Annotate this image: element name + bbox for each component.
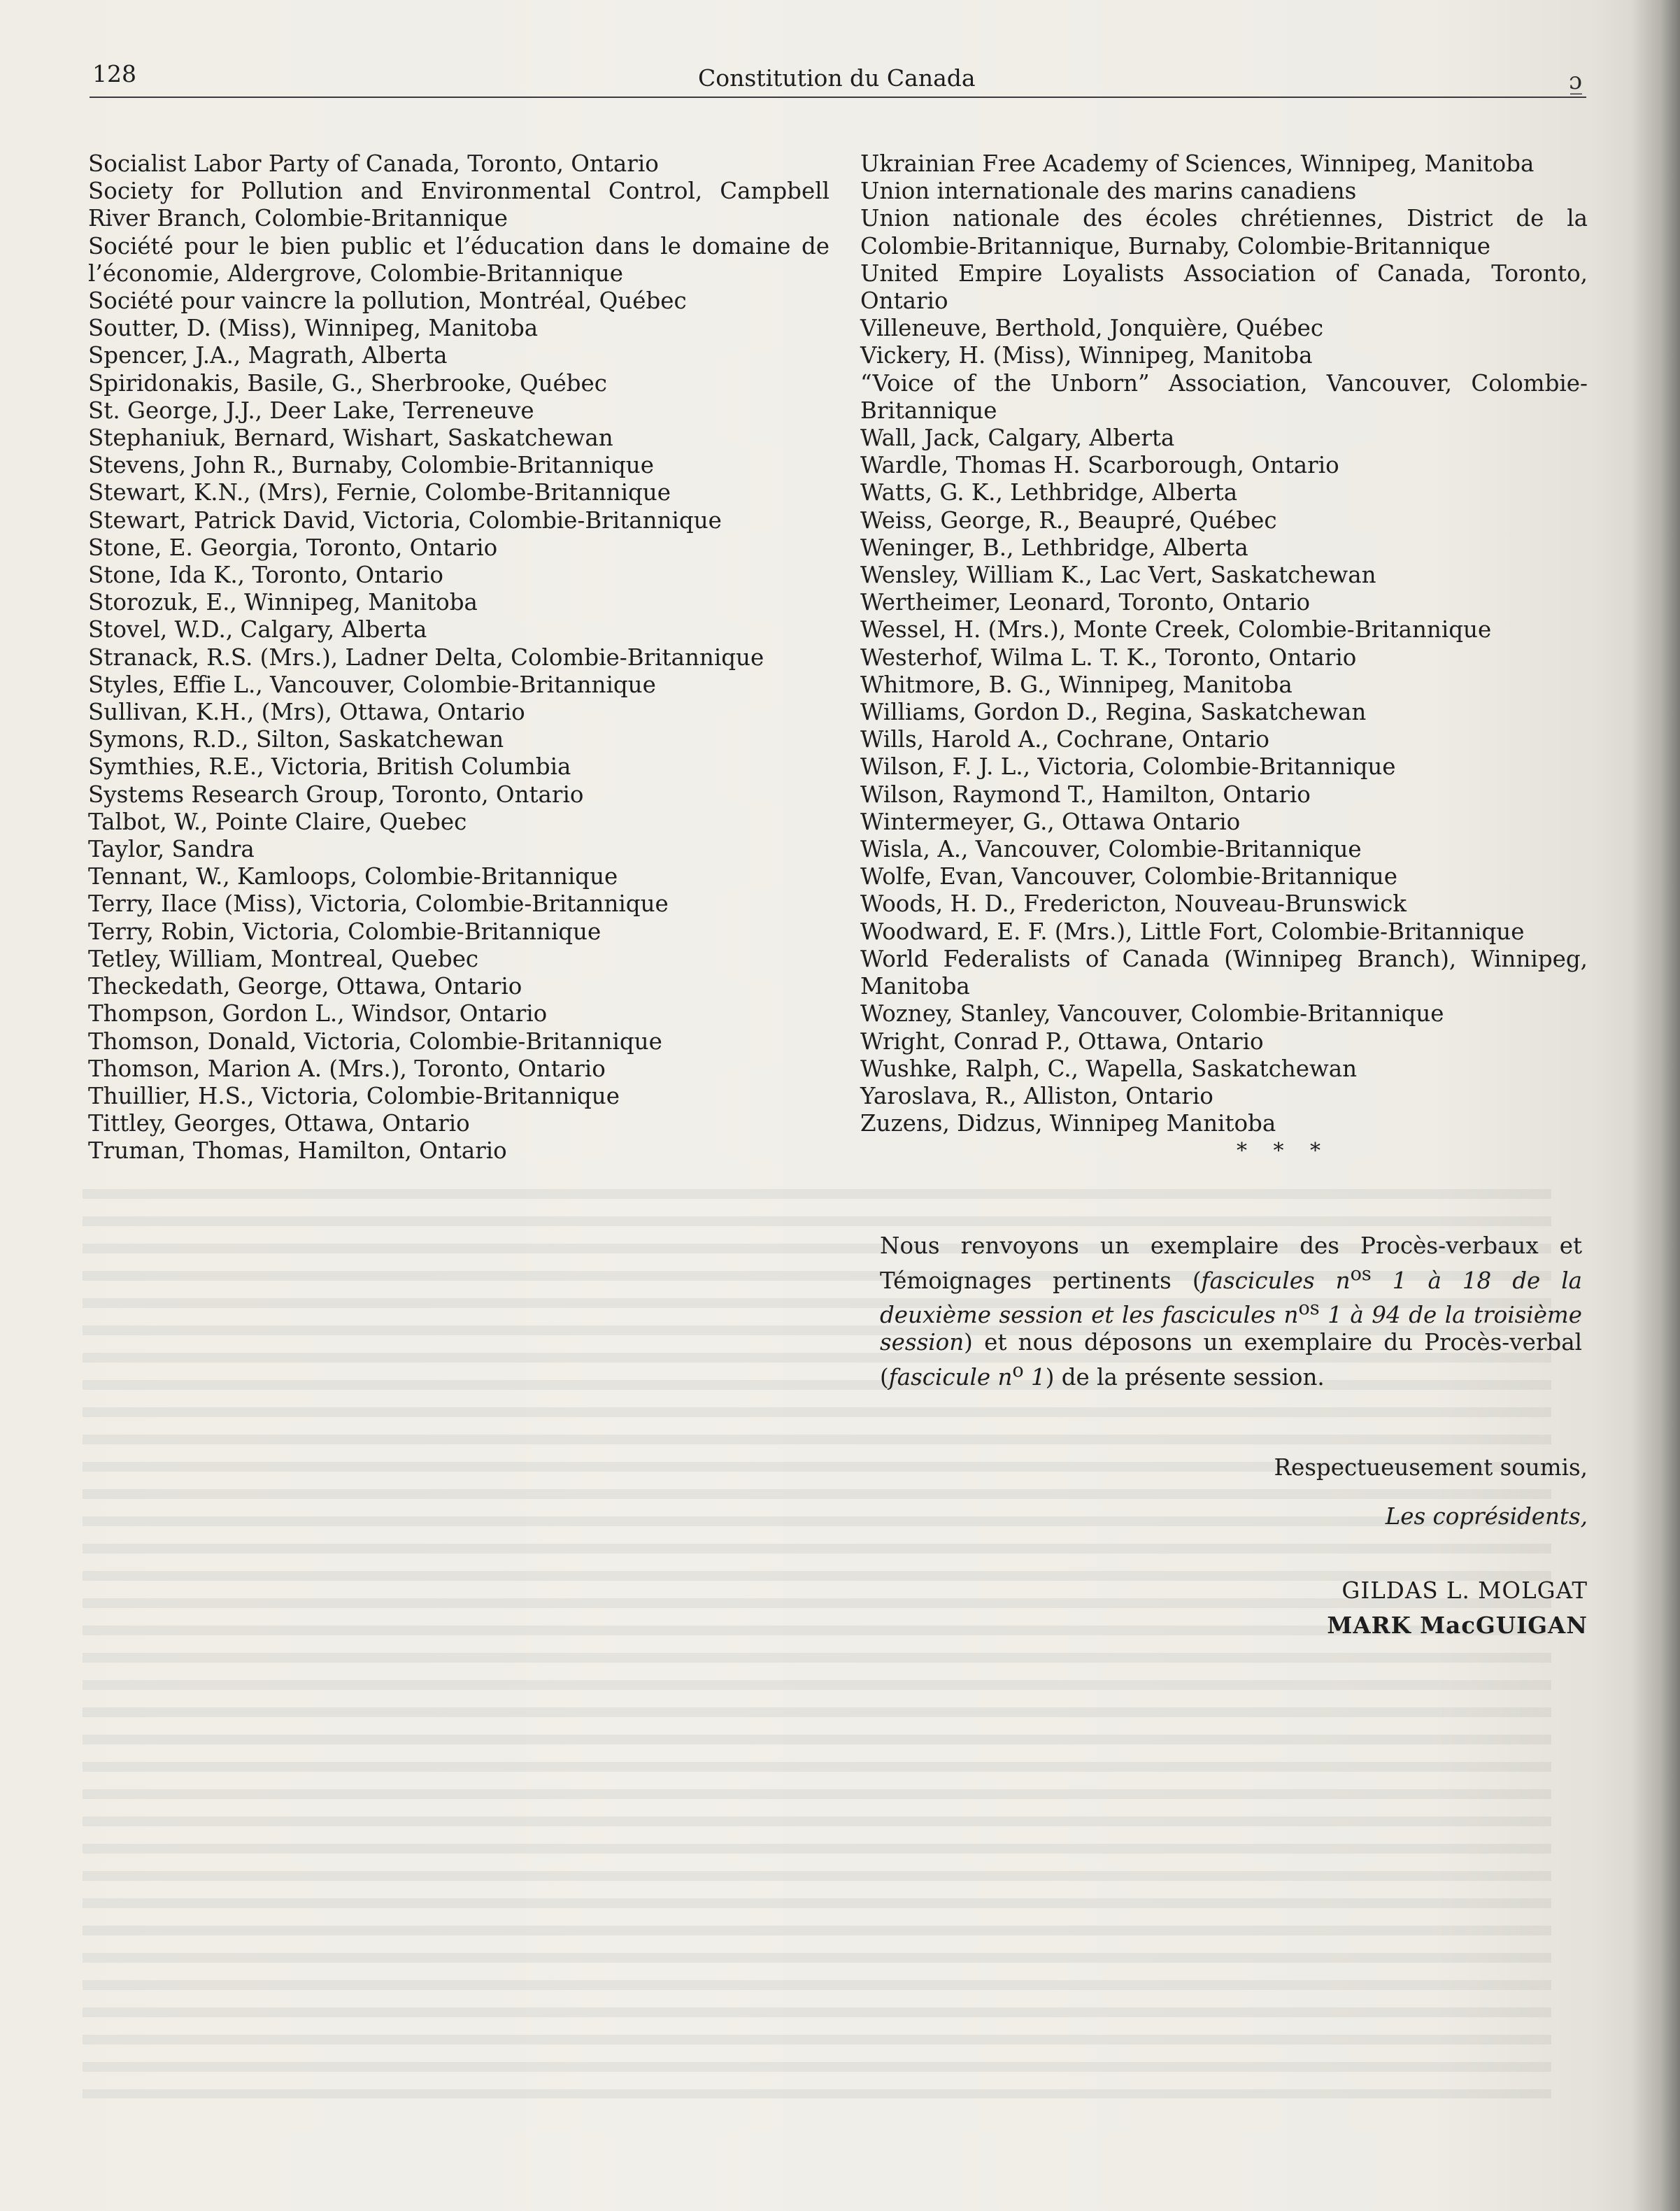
left-entry: Stranack, R.S. (Mrs.), Ladner Delta, Colombie-Britannique [88,644,764,671]
left-entry: Stone, Ida K., Toronto, Ontario [88,562,443,589]
left-entry: Taylor, Sandra [88,836,255,863]
left-entry: Talbot, W., Pointe Claire, Quebec [88,808,467,835]
right-entry: Woodward, E. F. (Mrs.), Little Fort, Colombie-Britannique [860,918,1525,945]
page-number: 128 [92,60,136,87]
right-entry: Wushke, Ralph, C., Wapella, Saskatchewan [860,1055,1358,1082]
left-entry: Styles, Effie L., Vancouver, Colombie-Britannique [88,671,656,698]
respectfully-submitted: Respectueusement soumis, [1274,1454,1588,1481]
ink-mark-icon: ɔ̲ [1568,67,1582,95]
right-entry: Wright, Conrad P., Ottawa, Ontario [860,1028,1264,1055]
right-entry: United Empire Loyalists Association of Canada, Toronto, Ontario [860,260,1588,315]
signatory-1: GILDAS L. MOLGAT [1341,1577,1588,1604]
right-entry: Weninger, B., Lethbridge, Alberta [860,534,1248,561]
closing-italic-5: 1 [1023,1363,1046,1391]
right-entry: Wessel, H. (Mrs.), Monte Creek, Colombie-Britannique [860,616,1492,644]
co-chairs-label: Les coprésidents, [1385,1503,1588,1530]
left-entry: Thompson, Gordon L., Windsor, Ontario [88,1000,548,1028]
closing-text-2: ) et nous déposons un exemplaire du Procès-verbal ( [880,1329,1582,1391]
closing-sup-1: os [1350,1263,1372,1285]
left-entry: Spiridonakis, Basile, G., Sherbrooke, Québec [88,369,607,397]
left-entry: Symons, R.D., Silton, Saskatchewan [88,726,504,753]
left-entry: Stovel, W.D., Calgary, Alberta [88,616,427,644]
right-entry: Wensley, William K., Lac Vert, Saskatchewan [860,562,1376,589]
right-entry: Wills, Harold A., Cochrane, Ontario [860,726,1269,753]
left-entry: Thomson, Marion A. (Mrs.), Toronto, Ontario [88,1055,606,1082]
page-edge-shadow [1631,0,1680,2211]
left-entry: Stone, E. Georgia, Toronto, Ontario [88,534,498,561]
left-entry: Terry, Robin, Victoria, Colombie-Britannique [88,918,601,945]
right-entry: Union internationale des marins canadiens [860,178,1357,205]
right-entry: Wozney, Stanley, Vancouver, Colombie-Britannique [860,1000,1444,1028]
closing-italic-4: fascicule n [888,1363,1013,1391]
section-separator: * * * [1236,1139,1331,1164]
left-entry: Tittley, Georges, Ottawa, Ontario [88,1110,470,1137]
right-entry: Wilson, Raymond T., Hamilton, Ontario [860,781,1311,808]
left-entry: Thomson, Donald, Victoria, Colombie-Britannique [88,1028,662,1055]
left-entry: Theckedath, George, Ottawa, Ontario [88,973,522,1000]
left-entry: Stewart, K.N., (Mrs), Fernie, Colombe-Britannique [88,479,671,506]
closing-sup-3: o [1012,1359,1024,1381]
left-entry: Systems Research Group, Toronto, Ontario [88,781,584,808]
left-entry: Thuillier, H.S., Victoria, Colombie-Britannique [88,1082,620,1109]
running-title: Constitution du Canada [698,64,976,92]
left-entry: Socialist Labor Party of Canada, Toronto, Ontario [88,150,659,177]
right-entry: Union nationale des écoles chrétiennes, District de la Colombie-Britannique, Burnaby, Colombie-Britannique [860,205,1588,260]
closing-italic-3: 1 à 94 de la troisième session [880,1301,1582,1356]
right-entry: Wardle, Thomas H. Scarborough, Ontario [860,452,1339,479]
left-entry: Storozuk, E., Winnipeg, Manitoba [88,589,478,616]
left-entry: Terry, Ilace (Miss), Victoria, Colombie-Britannique [88,890,669,918]
right-entry: Villeneuve, Berthold, Jonquière, Québec [860,315,1324,342]
left-column-list [88,150,830,1165]
left-entry: Sullivan, K.H., (Mrs), Ottawa, Ontario [88,699,525,726]
closing-text-3: ) de la présente session. [1045,1363,1325,1391]
right-entry: Wertheimer, Leonard, Toronto, Ontario [860,589,1311,616]
closing-italic-1: fascicules n [1201,1267,1351,1294]
left-entry: Tennant, W., Kamloops, Colombie-Britannique [88,863,618,890]
left-entry: Tetley, William, Montreal, Quebec [88,945,479,972]
page-header [90,57,1586,98]
closing-italic-2: 1 à 18 de la deuxième session et les fascicules n [880,1267,1582,1328]
right-entry: Williams, Gordon D., Regina, Saskatchewan [860,699,1367,726]
right-entry: Wisla, A., Vancouver, Colombie-Britannique [860,836,1362,863]
right-column-list [860,150,1588,1165]
left-entry: Société pour le bien public et l’éducation dans le domaine de l’économie, Aldergrove, Colombie-Britannique [88,232,830,287]
left-entry: Société pour vaincre la pollution, Montréal, Québec [88,287,687,315]
left-entry: Stevens, John R., Burnaby, Colombie-Britannique [88,452,654,479]
left-entry: Symthies, R.E., Victoria, British Columbia [88,753,571,781]
closing-text-1: Nous renvoyons un exemplaire des Procès-verbaux et Témoignages pertinents ( [880,1232,1582,1294]
signatory-2: MARK MacGUIGAN [1327,1612,1588,1639]
left-entry: Soutter, D. (Miss), Winnipeg, Manitoba [88,315,539,342]
closing-paragraph [880,1232,1582,1391]
right-entry: Vickery, H. (Miss), Winnipeg, Manitoba [860,342,1313,369]
left-entry: Stephaniuk, Bernard, Wishart, Saskatchewan [88,425,613,452]
right-entry: Wolfe, Evan, Vancouver, Colombie-Britannique [860,863,1397,890]
right-entry: Weiss, George, R., Beaupré, Québec [860,506,1277,534]
right-entry: Yaroslava, R., Alliston, Ontario [860,1082,1213,1109]
right-entry: “Voice of the Unborn” Association, Vancouver, Colombie-Britannique [860,369,1588,424]
closing-sup-2: os [1298,1297,1320,1319]
left-entry: Stewart, Patrick David, Victoria, Colombie-Britannique [88,506,722,534]
right-entry: Watts, G. K., Lethbridge, Alberta [860,479,1238,506]
right-entry: Wintermeyer, G., Ottawa Ontario [860,808,1241,835]
right-entry: World Federalists of Canada (Winnipeg Branch), Winnipeg, Manitoba [860,945,1588,1000]
left-entry: St. George, J.J., Deer Lake, Terreneuve [88,397,534,424]
right-entry: Zuzens, Didzus, Winnipeg Manitoba [860,1110,1276,1137]
left-entry: Society for Pollution and Environmental Control, Campbell River Branch, Colombie-Britannique [88,178,830,232]
right-entry: Whitmore, B. G., Winnipeg, Manitoba [860,671,1293,698]
right-entry: Wilson, F. J. L., Victoria, Colombie-Britannique [860,753,1396,781]
right-entry: Wall, Jack, Calgary, Alberta [860,425,1175,452]
right-entry: Ukrainian Free Academy of Sciences, Winnipeg, Manitoba [860,150,1535,177]
right-entry: Westerhof, Wilma L. T. K., Toronto, Ontario [860,644,1357,671]
left-entry: Truman, Thomas, Hamilton, Ontario [88,1137,507,1165]
right-entry: Woods, H. D., Fredericton, Nouveau-Brunswick [860,890,1407,918]
left-entry: Spencer, J.A., Magrath, Alberta [88,342,448,369]
